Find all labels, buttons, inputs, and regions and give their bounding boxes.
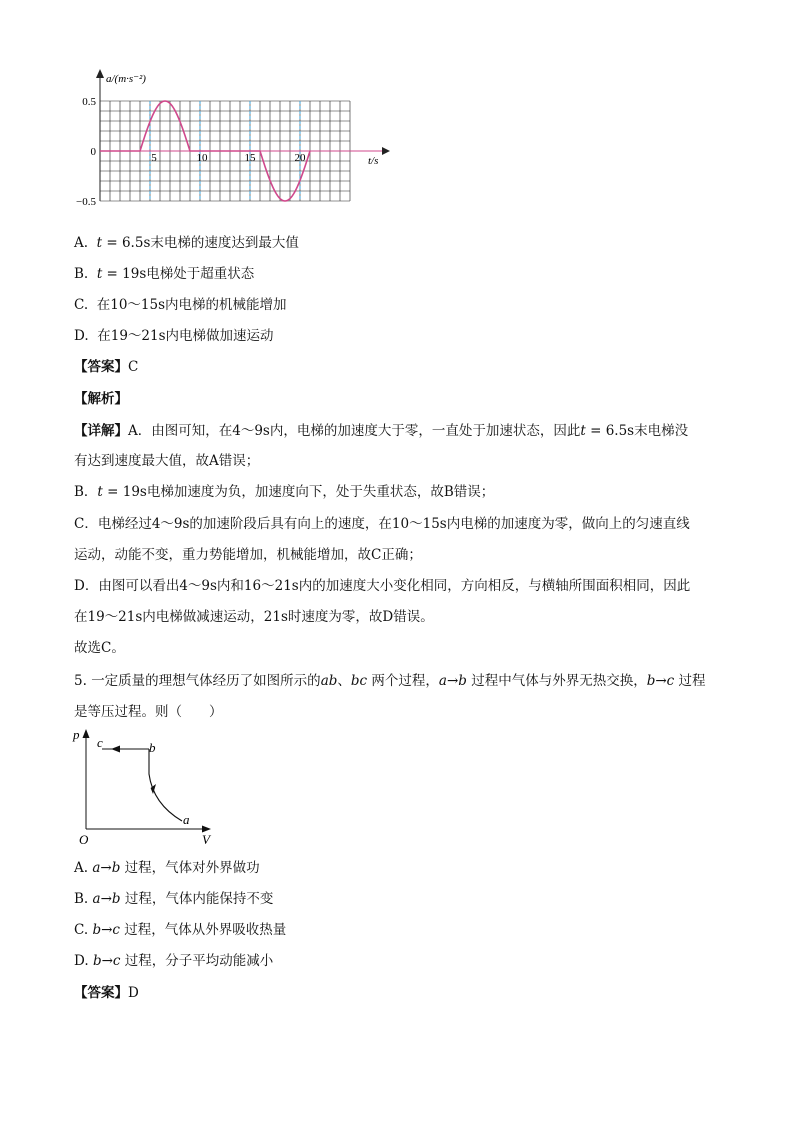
pv-origin-label: O <box>79 832 89 846</box>
q4-detail-c-line1: C．电梯经过4～9s的加速阶段后具有向上的速度，在10～15s内电梯的加速度为零，做向上的匀速直线 <box>74 516 690 532</box>
pv-point-b: b <box>149 740 156 755</box>
pv-p-label: p <box>73 727 80 742</box>
y-tick-label: 0.5 <box>82 96 96 108</box>
x-axis-label: t/s <box>368 155 379 167</box>
pv-point-a: a <box>183 812 190 827</box>
y-axis-label: a/(m·s⁻²) <box>106 73 146 85</box>
y-tick-label: 0 <box>90 146 96 158</box>
answer-tag: 【答案】 <box>74 359 128 375</box>
q4-detail-d-line1: D．由图可以看出4～9s内和16～21s内的加速度大小变化相同，方向相反，与横轴所围面积相同，因此 <box>74 578 691 594</box>
q5-stem-line2: 是等压过程。则（ ） <box>74 704 223 720</box>
y-tick-label: −0.5 <box>76 196 96 208</box>
q4-answer <box>74 357 138 377</box>
answer-value: C <box>128 359 139 375</box>
answer-value: D <box>128 985 139 1001</box>
y-axis-arrow <box>96 69 104 78</box>
x-axis-arrow <box>382 147 390 155</box>
pv-diagram <box>70 726 220 846</box>
process-ab-curve <box>149 749 182 821</box>
q4-detail-d-line2: 在19～21s内电梯做减速运动，21s时速度为零，故D错误。 <box>74 609 434 625</box>
q4-conclusion: 故选C。 <box>74 640 125 656</box>
acceleration-chart <box>64 66 404 216</box>
question-number: 5. <box>74 673 87 689</box>
q4-detail-a-line1: 【详解】A．由图可知，在4～9s内，电梯的加速度大于零，一直处于加速状态，因此t = 6.5s末电梯没 <box>74 423 689 439</box>
q4-option-a: A. t = 6.5s末电梯的速度达到最大值 <box>74 235 299 251</box>
x-tick-label: 10 <box>196 152 208 164</box>
q4-detail-b: B．t = 19s电梯加速度为负，加速度向下，处于失重状态，故B错误； <box>74 484 495 500</box>
pv-point-c: c <box>97 735 103 750</box>
q4-detail-c-line2: 运动，动能不变，重力势能增加，机械能增加，故C正确； <box>74 547 422 563</box>
q5-option-a: A. a→b 过程，气体对外界做功 <box>74 860 260 876</box>
pv-v-label: V <box>202 832 210 846</box>
q4-option-d: D. 在19～21s内电梯做加速运动 <box>74 328 274 344</box>
q5-option-b: B. a→b 过程，气体内能保持不变 <box>74 891 274 907</box>
x-tick-label: 5 <box>151 152 157 164</box>
q5-option-c: C. b→c 过程，气体从外界吸收热量 <box>74 922 287 938</box>
q5-answer <box>74 983 139 1003</box>
q5-option-d: D. b→c 过程，分子平均动能减小 <box>74 953 274 969</box>
q4-analysis-tag: 【解析】 <box>74 391 128 407</box>
pv-y-arrow <box>83 729 90 738</box>
process-bc-arrow <box>111 746 120 753</box>
q5-stem-line1: 5. 一定质量的理想气体经历了如图所示的ab、bc 两个过程，a→b 过程中气体与外界无热交换，b→c 过程 <box>74 673 706 689</box>
q4-option-b: B. t = 19s电梯处于超重状态 <box>74 266 255 282</box>
q4-option-c: C. 在10～15s内电梯的机械能增加 <box>74 297 287 313</box>
x-tick-label: 20 <box>294 152 306 164</box>
q4-detail-a-line2: 有达到速度最大值，故A错误； <box>74 453 260 469</box>
answer-tag: 【答案】 <box>74 985 128 1001</box>
x-tick-label: 15 <box>244 152 256 164</box>
